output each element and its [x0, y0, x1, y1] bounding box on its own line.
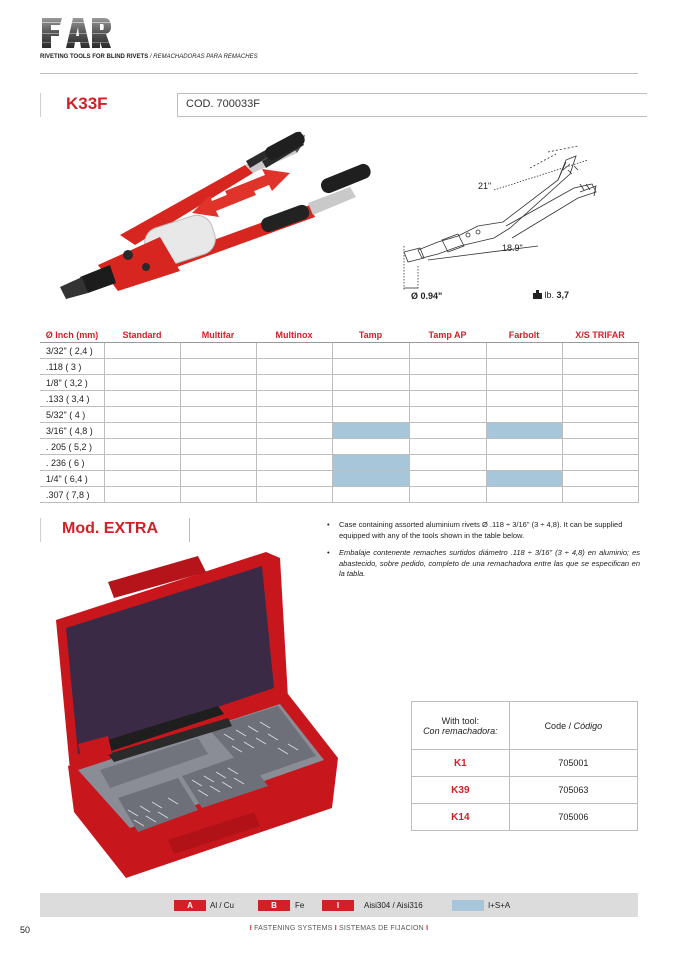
- kit-code-table: [411, 701, 638, 831]
- riveter-technical-drawing: [398, 140, 628, 310]
- legend-key-a: A: [174, 900, 206, 911]
- compat-cell: [104, 471, 180, 487]
- compat-cell: [562, 455, 638, 471]
- compat-cell: [180, 359, 256, 375]
- compat-cell: [180, 455, 256, 471]
- legend-label-i: Aisi304 / Aisi316: [364, 901, 423, 910]
- material-legend: [40, 893, 638, 917]
- extra-bullet-es: • Embalaje contenente remaches surtidos diámetro .118 ÷ 3/16" (3 ÷ 4,8) en aluminio; es abastecido, sobre pedido, completo de una remachadora entre las que se especifican en la tabla.: [325, 548, 640, 580]
- compat-cell: [256, 423, 332, 439]
- compat-cell: [409, 439, 486, 455]
- weight-readout: [533, 290, 569, 300]
- compat-cell-marked: [486, 423, 562, 439]
- compat-cell: [486, 359, 562, 375]
- dimension-diameter: Ø 0.94": [411, 291, 443, 301]
- riveter-photo: [50, 125, 380, 310]
- compat-cell: [256, 439, 332, 455]
- rivet-size-cell: . 236 ( 6 ): [40, 455, 104, 471]
- compat-cell: [180, 375, 256, 391]
- compat-cell: [409, 455, 486, 471]
- table-row: [412, 804, 638, 831]
- extra-title-bar: [40, 518, 190, 542]
- weight-icon: [533, 290, 542, 299]
- legend-label-isa: I+S+A: [488, 901, 511, 910]
- compat-cell: [180, 471, 256, 487]
- rivet-compatibility-table: [40, 328, 639, 503]
- compat-cell: [562, 343, 638, 359]
- compat-cell: [256, 343, 332, 359]
- compat-cell: [104, 439, 180, 455]
- compat-cell: [256, 359, 332, 375]
- column-header: Standard: [104, 328, 180, 343]
- compat-cell: [104, 423, 180, 439]
- compat-cell: [562, 423, 638, 439]
- compat-cell: [409, 343, 486, 359]
- compat-cell: [486, 375, 562, 391]
- compat-cell-marked: [486, 471, 562, 487]
- rivet-size-cell: 5/32" ( 4 ): [40, 407, 104, 423]
- extra-bullet-en: • Case containing assorted aluminium rivets Ø .118 ÷ 3/16" (3 ÷ 4,8). It can be supplied equipped with any of the tools shown in the table below.: [325, 520, 640, 541]
- extra-title: Mod. EXTRA: [62, 520, 158, 537]
- compat-cell: [180, 391, 256, 407]
- weight-value: 3,7: [556, 290, 570, 300]
- compat-cell: [562, 471, 638, 487]
- column-header: Tamp: [332, 328, 409, 343]
- compat-cell: [104, 391, 180, 407]
- footer-right: SISTEMAS DE FIJACION: [339, 925, 424, 932]
- header-tagline: RIVETING TOOLS FOR BLIND RIVETS / REMACHADORAS PARA REMACHES: [40, 54, 258, 60]
- compat-cell: [256, 407, 332, 423]
- weight-unit: lb.: [544, 290, 555, 300]
- compat-cell: [409, 391, 486, 407]
- compat-cell: [486, 455, 562, 471]
- table-row: [40, 359, 638, 375]
- compat-cell-marked: [332, 471, 409, 487]
- compat-cell: [486, 343, 562, 359]
- footer-text: I FASTENING SYSTEMS I SISTEMAS DE FIJACION I: [249, 925, 429, 932]
- compat-cell: [180, 343, 256, 359]
- legend-label-a: Al / Cu: [210, 901, 235, 910]
- compat-cell: [256, 471, 332, 487]
- table-row: [40, 343, 638, 359]
- column-header: Ø Inch (mm): [40, 328, 104, 343]
- rivet-size-cell: .133 ( 3,4 ): [40, 391, 104, 407]
- compat-cell: [332, 407, 409, 423]
- kit-code-header: [412, 702, 638, 750]
- compat-cell: [104, 343, 180, 359]
- compat-cell: [104, 455, 180, 471]
- compat-cell: [562, 359, 638, 375]
- product-code: COD. 700033F: [186, 98, 260, 110]
- table-row: [40, 471, 638, 487]
- legend-key-i: I: [322, 900, 354, 911]
- compat-cell: [409, 375, 486, 391]
- header-rule: [40, 73, 638, 74]
- compat-cell: [409, 423, 486, 439]
- compat-cell: [409, 359, 486, 375]
- column-header: Multifar: [180, 328, 256, 343]
- footer-left: FASTENING SYSTEMS: [254, 925, 333, 932]
- dimension-length: 21": [478, 181, 492, 191]
- compat-cell: [104, 407, 180, 423]
- compat-cell: [409, 407, 486, 423]
- compat-cell: [486, 407, 562, 423]
- compat-cell: [486, 439, 562, 455]
- rivet-size-cell: 1/8" ( 3,2 ): [40, 375, 104, 391]
- compat-cell: [104, 487, 180, 503]
- compat-cell: [256, 391, 332, 407]
- far-logo: [40, 14, 112, 52]
- kit-code: 705001: [509, 750, 637, 777]
- table-header-row: [40, 328, 638, 343]
- rivet-size-cell: 1/4" ( 6,4 ): [40, 471, 104, 487]
- rivet-size-cell: .118 ( 3 ): [40, 359, 104, 375]
- table-row: [40, 423, 638, 439]
- rivet-size-cell: .307 ( 7,8 ): [40, 487, 104, 503]
- kit-code-header-code: Code / Código: [509, 702, 637, 750]
- compat-cell: [180, 423, 256, 439]
- legend-label-b: Fe: [295, 901, 305, 910]
- compat-cell: [256, 487, 332, 503]
- compat-cell: [562, 375, 638, 391]
- compat-cell: [332, 359, 409, 375]
- compat-cell: [486, 391, 562, 407]
- compat-cell: [180, 439, 256, 455]
- table-row: [40, 487, 638, 503]
- compat-cell: [486, 487, 562, 503]
- table-row: [40, 407, 638, 423]
- kit-code: 705063: [509, 777, 637, 804]
- product-model: K33F: [66, 94, 108, 113]
- rivet-size-cell: 3/32" ( 2,4 ): [40, 343, 104, 359]
- kit-tool-model: K39: [412, 777, 510, 804]
- compat-cell: [256, 455, 332, 471]
- table-row: [40, 439, 638, 455]
- compat-cell: [180, 407, 256, 423]
- compat-cell: [409, 471, 486, 487]
- kit-code: 705006: [509, 804, 637, 831]
- column-header: Multinox: [256, 328, 332, 343]
- kit-tool-model: K1: [412, 750, 510, 777]
- extra-description: [325, 520, 640, 587]
- rivet-case-photo: [48, 548, 340, 883]
- compat-cell: [104, 375, 180, 391]
- table-row: [40, 375, 638, 391]
- compat-cell: [332, 343, 409, 359]
- kit-tool-model: K14: [412, 804, 510, 831]
- table-row: [412, 777, 638, 804]
- legend-key-isa: [452, 900, 484, 911]
- compat-cell: [562, 487, 638, 503]
- column-header: Farbolt: [486, 328, 562, 343]
- compat-cell: [562, 407, 638, 423]
- rivet-size-cell: 3/16" ( 4,8 ): [40, 423, 104, 439]
- legend-key-b: B: [258, 900, 290, 911]
- compat-cell: [332, 439, 409, 455]
- rivet-size-cell: . 205 ( 5,2 ): [40, 439, 104, 455]
- compat-cell: [409, 487, 486, 503]
- compat-cell: [104, 359, 180, 375]
- compat-cell: [180, 487, 256, 503]
- compat-cell: [332, 375, 409, 391]
- column-header: X/S TRIFAR: [562, 328, 638, 343]
- kit-code-header-tool: With tool: Con remachadora:: [412, 702, 510, 750]
- table-row: [40, 391, 638, 407]
- product-title-bar: [40, 93, 647, 117]
- compat-cell-marked: [332, 423, 409, 439]
- page-number: 50: [20, 925, 31, 935]
- compat-cell: [256, 375, 332, 391]
- table-row: [412, 750, 638, 777]
- dimension-length-2: 18.9": [502, 243, 523, 253]
- compat-cell-marked: [332, 455, 409, 471]
- compat-cell: [562, 439, 638, 455]
- column-header: Tamp AP: [409, 328, 486, 343]
- compat-cell: [562, 391, 638, 407]
- compat-cell: [332, 487, 409, 503]
- table-row: [40, 455, 638, 471]
- compat-cell: [332, 391, 409, 407]
